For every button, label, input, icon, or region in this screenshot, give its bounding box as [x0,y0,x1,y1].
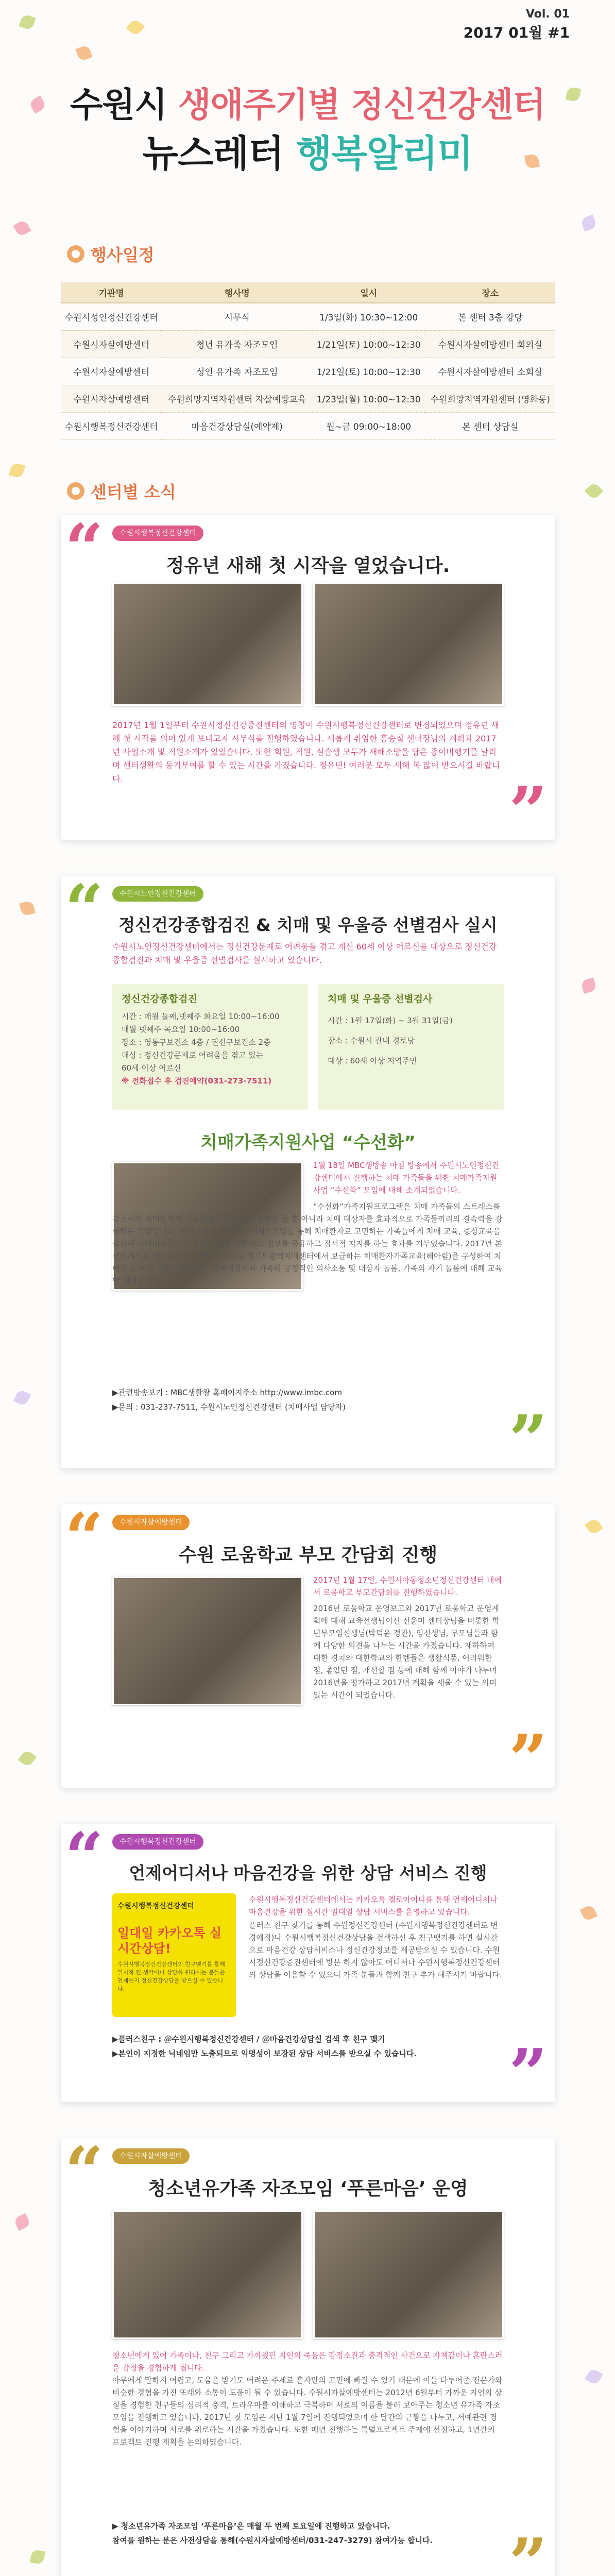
phone-line: ※ 전화접수 후 검진예약(031-273-7511) [122,1076,272,1086]
card-body-highlight: 수원시행복정신건강센터에서는 카카오톡 옐로아이디를 통해 언제어디서나 마음건강을 위한 실시간 일대일 상담 서비스를 운영하고 있습니다. [249,1895,498,1917]
plus-friend-info: ▶플러스친구 : ＠수원시행복정신건강센터 / ＠마음건강상담실 검색 후 친구 맺기 [112,2035,385,2044]
center-tag: 수원시행복정신건강센터 [112,526,203,541]
close-quote-icon: ” [509,2523,548,2576]
table-cell: 월~금 09:00~18:00 [312,412,425,439]
kakao-banner-main: 일대일 카카오톡 실시간상담! [117,1926,222,1956]
center-tag: 수원시자살예방센터 [112,1515,190,1530]
box-line: 매월 넷째주 목요일 10:00~16:00 [122,1025,240,1034]
news-card-dementia-screening [61,870,555,1479]
table-cell: 수원시자살예방센터 소회실 [425,358,555,385]
bullet-icon [67,245,84,263]
close-quote-icon: ” [509,1720,548,1799]
table-cell: 본 센터 3층 강당 [425,303,555,330]
schedule-section-label [67,242,155,266]
center-tag: 수원시행복정신건강센터 [112,1834,203,1850]
section-title: 센터별 소식 [91,482,176,502]
box-line: 대상 : 정신건강문제로 어려움을 겪고 있는 [122,1050,264,1060]
title-line-1 [0,77,615,126]
kakao-banner[interactable] [112,1893,236,2017]
box-line: 장소 : 수원시 관내 경로당 [328,1036,415,1045]
schedule-info: ▶ 청소년유가족 자조모임 ‘푸른마음’은 매월 두 번째 토요일에 진행하고 있습니다. [112,2521,390,2531]
table-cell: 마음건강상담실(예약제) [162,412,312,439]
card-body: 2017년 1월 1일부터 수원시정신건강증진센터의 명칭이 수원시행복정신건강센터로 변경되었으며 정유년 새해 첫 시작을 의미 있게 보내고자 시무식을 진행하였습니다. 새롭게 취임한 홍승철 센터장님의 계획과 2017년 사업소개 및 직원소개가 있었습니다. 또한 회원, 직원, 실습생 모두가 새해소망을 담은 종이비행기를 날리며 센터생활의 동기부여를 할 수 있는 시간을 가졌습니다. 정유년! 여러분 모두 새해 복 많이 받으시길 바랍니다. [112,720,500,784]
broadcast-link[interactable]: ▶관련방송보기 : MBC생활왕 홈페이지주소 http://www.imbc.com [112,1388,342,1397]
box-title: 치매 및 우울증 선별검사 [328,993,433,1005]
card-title: 청소년유가족 자조모임 ‘푸른마음’ 운영 [148,2178,468,2199]
card-title: 언제어디서나 마음건강을 위한 상담 서비스 진행 [129,1863,487,1883]
open-quote-icon: “ [65,1498,104,1577]
table-cell: 청년 유가족 자조모임 [162,330,312,358]
schedule-table [61,282,555,440]
center-tag: 수원시노인정신건강센터 [112,886,203,902]
flower-decoration [18,1749,37,1768]
news-card-parents-meeting [61,1498,555,1799]
column-header: 장소 [425,282,555,303]
table-cell: 1/21일(토) 10:00~12:30 [312,358,425,385]
contact-info: 참여를 원하는 분은 사전상담을 통해(수원시자살예방센터/031-247-3279) 참여가능 합니다. [112,2536,433,2545]
sub-body: “수선화”가족지원프로그램은 치매 가족들의 스트레스를 감소시켜 치매환자의 치유환경에 긍정적인 영향을 줄 뿐 아니라 치매 대상자를 효과적으로 가족들끼리의 결속력을 강화하는 모임입니다. 치매가족지원사업”수선화” 모임을 통해 치매환자로 고민하는 가족들에게 치매 교육, 증상교육을 실시해 치매대상자와 가족의 역량을 강화하고 정보를 공유하고 정서적 지지를 하는 효과를 거두었습니다. 2017년 본 센터에서는 매가족지원사업의 일환으로 경기도광역치매센터에서 보급하는 치매환자가족교육(헤아림)을 구성하여 치매의 올 바른 이해, 증상교육, 치매대상자와 가족의 긍정적인 의사소통 및 대상자 돌봄, 가족의 자기 돌봄에 대해 교육할 예정입니다. [112,1202,503,1285]
open-quote-icon: “ [65,1818,104,1896]
contact-info: ▶문의 : 031-237-7511, 수원시노인정신건강센터 (치매사업 담당자) [112,1402,346,1412]
table-cell: 수원희망지역자원센터 (영화동) [425,385,555,412]
table-cell: 시무식 [162,303,312,330]
flower-decoration [585,2367,603,2386]
flower-decoration [585,1517,603,1536]
box-title: 정신건강종합검진 [122,993,197,1005]
flower-decoration [9,462,25,479]
box-line: 대상 : 60세 이상 지역주민 [328,1056,417,1065]
news-card-kakao-counseling [61,1818,555,2113]
gathering-photo [112,2210,303,2339]
title-highlight: 행복알리미 [296,132,473,175]
flower-decoration [13,1389,31,1407]
flower-decoration [580,977,597,994]
column-header: 일시 [312,282,425,303]
newsletter-header [0,0,615,196]
card-body-highlight: 청소년에게 있어 가족이나, 친구 그리고 가까웠던 지인의 죽음은 감정소진과 충격적인 사건으로 자책감이나 혼란스러운 감정을 경험하게 됩니다. [112,2351,503,2372]
sub-body-highlight: 1월 18일 MBC생방송 아침 방송에서 수원시노인정신건강센터에서 진행하는 치매 가족들을 위한 치매가족지원사업 “수선화” 모임에 대해 소개되었습니다. [313,1161,500,1195]
card-body: 플러스 친구 찾기를 통해 수원정신건강센터 (수원시행복정신건강센터로 변경예정)나 수원시행복정신건강상담을 검색하신 후 친구맺기를 하면 실시간으로 마음건강 상담서비스나 정신건강정보를 제공받으실 수 있습니다. 수원시정신건강증진센터에 방문 하지 않아도 어디서나 수원시행복정신건강센터의 상담을 이용할 수 있으니 가족 분들과 함께 친구 추가 해주시기 바랍니다. [249,1921,502,1979]
box-line: 60세 이상 어르신 [122,1063,181,1073]
sub-title: 치매가족지원사업 “수선화” [200,1132,416,1153]
table-cell: 1/3일(화) 10:30~12:00 [312,303,425,330]
flower-decoration [580,214,597,231]
table-cell: 수원시행복정신건강센터 [61,412,162,439]
close-quote-icon: ” [509,1400,548,1479]
card-body: 2016년 로움학교 운영보고와 2017년 로움학교 운영계획에 대해 교육선생님이신 신윤미 센터장님을 비롯한 학년부모임선생님(박덕윤 정찬), 임선생님, 부모님들과 함께 다양한 의견을 나누는 시간을 가졌습니다. 재하하여 대한 경치와 대한학교의 한텐들은 생활식품, 어려워한 점, 좋았던 점, 개선할 점 등에 대해 함께 이야기 나누며 2016년을 평가하고 2017년 계획을 세울 수 있는 의미있는 시간이 되었습니다. [313,1604,500,1700]
issue-label: 2017 01월 #1 [463,24,570,41]
event-photo [313,582,504,706]
meeting-photo [112,1577,303,1705]
anonymity-info: ▶본인이 지정한 닉네임만 노출되므로 익명성이 보장된 상담 서비스를 받으실 수 있습니다. [112,2049,417,2058]
flower-decoration [13,2213,31,2231]
column-header: 행사명 [162,282,312,303]
volume-label: Vol. 01 [525,8,570,21]
flower-decoration [585,482,604,501]
table-row [61,358,555,385]
table-cell: 수원시자살예방센터 [61,330,162,358]
card-body-highlight: 2017년 1월 17일, 수원시아동청소년정신건강센터 내에서 로움학교 부모간담회를 진행하였습니다. [313,1575,502,1597]
table-row [61,385,555,412]
table-cell: 수원시성인정신건강센터 [61,303,162,330]
table-header-row [61,282,555,303]
table-cell: 수원시자살예방센터 [61,358,162,385]
title-highlight: 생애주기별 정신건강센터 [178,85,545,125]
table-cell: 1/23일(월) 10:00~12:30 [312,385,425,412]
table-cell: 수원희망지역자원센터 자살예방교육 [162,385,312,412]
title-line-2 [0,124,615,177]
title-prefix: 수원시 [70,85,178,125]
table-cell: 수원시자살예방센터 [61,385,162,412]
news-section-label [67,479,176,503]
kakao-banner-sub: 수원시행복정신건강센터의 친구맺기를 통해 일시적 인 생각이나 상담을 원하시는 분들은 언제든지 정신건강상담을 받으실 수 있습니다. [117,1961,225,1992]
table-cell: 수원시자살예방센터 회의실 [425,330,555,358]
table-row [61,303,555,330]
kakao-banner-top: 수원시행복정신건강센터 [117,1902,194,1910]
close-quote-icon: ” [509,2034,548,2113]
table-row [61,412,555,439]
open-quote-icon: “ [65,2132,104,2211]
center-tag: 수원시자살예방센터 [112,2148,190,2164]
section-title: 행사일정 [91,245,155,265]
box-line: 시간 : 1월 17일(화) ~ 3월 31일(금) [328,1016,453,1025]
bullet-icon [67,482,84,500]
card-intro: 수원시노인정신건강센터에서는 정신건강문제로 어려움을 겪고 계신 60세 이상 어르신을 대상으로 정신건강종합검진과 치매 및 우울증 선별검사를 실시하고 있습니다. [112,942,497,965]
news-card-youth-support [61,2132,555,2576]
box-line: 장소 : 영통구보건소 4층 / 권선구보건소 2층 [122,1038,271,1047]
table-row [61,330,555,358]
flower-decoration [30,2549,45,2565]
event-photo [112,582,303,706]
title-prefix: 뉴스레터 [142,132,296,175]
open-quote-icon: “ [65,509,104,588]
table-cell: 성인 유가족 자조모임 [162,358,312,385]
checkup-box [112,984,308,1110]
box-line: 시간 : 매월 둘째,넷째주 화요일 10:00~16:00 [122,1012,280,1021]
screening-box [318,984,504,1110]
open-quote-icon: “ [65,870,104,948]
table-cell: 본 센터 상담실 [425,412,555,439]
column-header: 기관명 [61,282,162,303]
flower-decoration [580,1904,598,1922]
news-card-new-year [61,509,555,851]
card-body: 아무에게 말하지 어렵고, 도움을 받기도 어려운 주제로 혼자만의 고민에 빠질 수 있기 때문에 이들 다루어줄 전문가와 비슷한 경험을 가진 또래와 소통이 도움이 될 수 있습니다. 수원시자살예방센터는 2012년 6월부터 가까운 지인의 상실을 경험한 친구들의 심리적 충격, 트라우마를 이해하고 극복하며 서로의 이름을 불러 보아주는 청소년 유가족 자조모임을 진행하고 있습니다. 2017년 첫 모임은 지난 1월 7일에 진행되었으며 한 달간의 근황을 나누고, 서예관련 경험을 이야기하며 서로를 위로하는 시간을 가졌습니다. 또한 매년 진행하는 특별프로젝트 주제에 선정하고, 1년간의 프로젝트 진행 계획을 논의하였습니다. [112,2376,503,2447]
card-title: 정유년 새해 첫 시작을 열었습니다. [166,555,450,577]
card-title: 정신건강종합검진 & 치매 및 우울증 선별검사 실시 [118,915,498,935]
flower-decoration [565,2574,582,2576]
gathering-photo [313,2210,504,2339]
card-title: 수원 로움학교 부모 간담회 진행 [178,1545,438,1566]
flower-decoration [13,219,31,238]
table-cell: 1/21일(토) 10:00~12:30 [312,330,425,358]
close-quote-icon: ” [509,772,548,851]
flower-decoration [19,900,36,917]
